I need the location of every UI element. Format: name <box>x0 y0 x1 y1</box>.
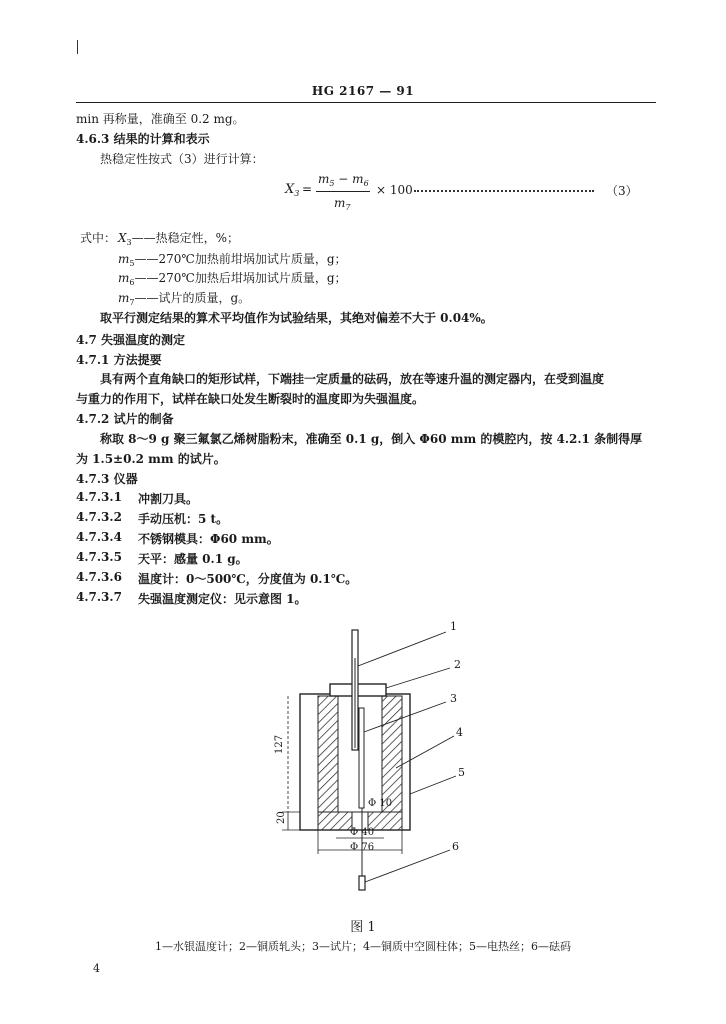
dim-height-127: 127 <box>274 734 285 754</box>
instrument-item-1: 冲割刀具。 <box>138 492 199 506</box>
section-4-7-2-heading: 4.7.2 试片的制备 <box>76 412 174 426</box>
instrument-item-5: 温度计：0～500℃，分度值为 0.1℃。 <box>138 572 358 586</box>
where-m7: $m_7——$试片的质量，g。 <box>118 291 251 307</box>
callout-1: 1 <box>450 620 457 633</box>
text-line-continuation: min 再称量，准确至 0.2 mg。 <box>76 112 245 126</box>
formula-leader-dots <box>414 190 594 192</box>
method-paragraph-line1: 具有两个直角缺口的矩形试样，下端挂一定质量的砝码，放在等速升温的测定器内，在受到温度 <box>100 372 605 386</box>
formula-equation-number: （3） <box>606 184 638 198</box>
section-4-7-1-heading: 4.7.1 方法提要 <box>76 353 162 367</box>
standard-code-header: HG 2167 — 91 <box>311 84 415 98</box>
dim-phi-10: Φ 10 <box>368 798 393 809</box>
instrument-item-2: 手动压机：5 t。 <box>138 512 229 526</box>
instrument-item-1-number: 4.7.3.1 <box>76 490 122 504</box>
instrument-item-3: 不锈钢模具：Φ60 mm。 <box>138 532 279 546</box>
instrument-item-3-number: 4.7.3.4 <box>76 530 122 544</box>
figure-1-apparatus-diagram <box>270 618 480 908</box>
instrument-item-2-number: 4.7.3.2 <box>76 510 122 524</box>
figure-caption-title: 图 1 <box>350 920 376 935</box>
where-x3: $X_3——$热稳定性，%； <box>118 231 240 247</box>
average-result-text: 取平行测定结果的算术平均值作为试验结果，其绝对偏差不大于 0.04%。 <box>100 311 493 325</box>
formula-intro: 热稳定性按式（3）进行计算： <box>100 152 264 166</box>
instrument-item-4: 天平：感量 0.1 g。 <box>138 552 248 566</box>
dim-base-20: 20 <box>276 811 287 824</box>
formula-lhs: $X_3$ <box>285 182 300 198</box>
callout-5: 5 <box>458 766 465 779</box>
where-m6: $m_6——270℃$加热后坩埚加试片质量，g； <box>118 271 347 287</box>
header-rule <box>76 102 656 103</box>
dim-phi-76: Φ 76 <box>350 842 375 853</box>
section-4-6-3-heading: 4.6.3 结果的计算和表示 <box>76 132 210 146</box>
callout-6: 6 <box>452 840 459 853</box>
callout-4: 4 <box>456 726 463 739</box>
formula-equals: = <box>302 182 313 196</box>
instrument-item-4-number: 4.7.3.5 <box>76 550 122 564</box>
formula-denominator: $m_7$ <box>334 196 351 212</box>
formula-numerator: $m_5 - m_6$ <box>318 172 369 188</box>
section-4-7-3-heading: 4.7.3 仪器 <box>76 472 138 486</box>
hollow-cylinder-wall-left <box>318 696 338 812</box>
dim-phi-40: Φ 40 <box>350 827 375 838</box>
formula-times-100: × 100 <box>376 183 413 197</box>
formula-fraction-bar <box>316 191 370 192</box>
callout-3: 3 <box>450 692 457 705</box>
preparation-paragraph-line1: 称取 8～9 g 聚三氟氯乙烯树脂粉末，准确至 0.1 g，倒入 Φ60 mm 的模腔内，按 4.2.1 条制得厚 <box>100 432 643 446</box>
preparation-paragraph-line2: 为 1.5±0.2 mm 的试片。 <box>76 452 226 466</box>
margin-mark <box>77 40 78 54</box>
where-m5: $m_5——270℃$加热前坩埚加试片质量，g； <box>118 252 347 268</box>
figure-legend: 1—水银温度计；2—铜质轧头；3—试片；4—铜质中空圆柱体；5—电热丝；6—砝码 <box>155 940 571 953</box>
test-specimen <box>359 708 364 808</box>
where-intro: 式中： <box>80 231 117 245</box>
section-4-7-heading: 4.7 失强温度的测定 <box>76 333 186 347</box>
instrument-item-6-number: 4.7.3.7 <box>76 590 122 604</box>
callout-2: 2 <box>454 658 461 671</box>
page-number: 4 <box>93 962 100 975</box>
instrument-item-5-number: 4.7.3.6 <box>76 570 122 584</box>
instrument-item-6: 失强温度测定仪：见示意图 1。 <box>138 592 307 606</box>
method-paragraph-line2: 与重力的作用下，试样在缺口处发生断裂时的温度即为失强温度。 <box>76 392 425 406</box>
hollow-cylinder-wall-right <box>382 696 402 812</box>
weight <box>359 876 365 890</box>
